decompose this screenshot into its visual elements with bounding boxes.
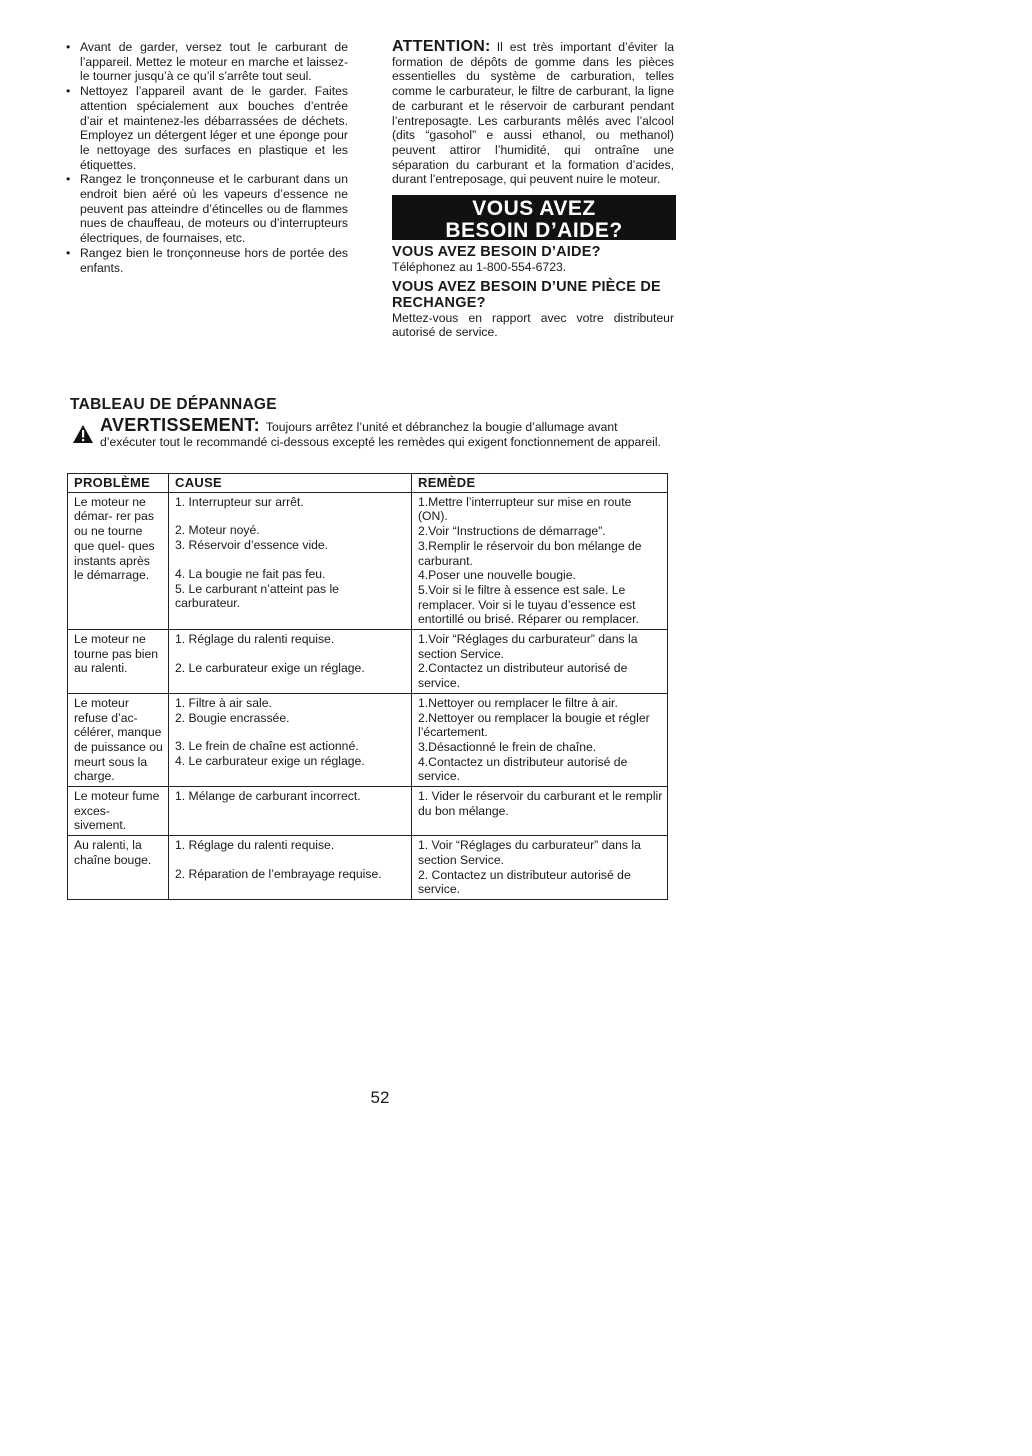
cause-item: 5. Le carburant n’atteint pas le carburateur. (175, 581, 339, 611)
storage-bullet: • Nettoyez l’appareil avant de le garder. Faites attention spécialement aux bouches d’entrée d’air et maintenez-les débarrassées de déchets. Employez un détergent léger et une éponge pour le nettoyage des surfaces en plastique et les étiquettes. (64, 84, 348, 172)
remedy-cell (412, 836, 668, 900)
attention-paragraph (392, 40, 674, 187)
storage-bullet: • Rangez bien le tronçonneuse hors de portée des enfants. (64, 246, 348, 275)
troubleshooting-table (67, 473, 668, 900)
problem-cell: Le moteur fume exces- sivement. (68, 787, 169, 836)
cause-item: 3. Le frein de chaîne est actionné. (175, 739, 359, 754)
cause-item: 2. Le carburateur exige un réglage. (175, 660, 365, 675)
problem-cell: Au ralenti, la chaîne bouge. (68, 836, 169, 900)
remedy-cell (412, 693, 668, 786)
table-row (68, 836, 668, 900)
cause-item: 1. Filtre à air sale. (175, 695, 272, 710)
cause-item: 2. Moteur noyé. (175, 523, 260, 538)
warning-block (70, 415, 670, 450)
remedy-item: 1.Mettre l’interrupteur sur mise en route (ON). (418, 494, 632, 524)
header-cause: CAUSE (169, 474, 412, 493)
header-problem: PROBLÈME (68, 474, 169, 493)
cause-item: 3. Réservoir d’essence vide. (175, 538, 329, 553)
remedy-item: 1.Nettoyer ou remplacer le filtre à air. (418, 695, 618, 710)
cause-item: 4. La bougie ne fait pas feu. (175, 566, 326, 581)
remedy-item: 1. Voir “Réglages du carburateur” dans la section Service. (418, 838, 641, 867)
table-row (68, 492, 668, 629)
table-row (68, 630, 668, 694)
table-header-row (68, 474, 668, 493)
help-banner-line1: VOUS AVEZ (472, 197, 596, 221)
remedy-item: 2. Contactez un distributeur autorisé de service. (418, 867, 631, 897)
warning-text: Toujours arrêtez l’unité et débranchez la bougie d’allumage avant d’exécuter tout le recommandé ci-dessous excepté les remèdes qui exigent fonctionnement de appareil. (100, 420, 661, 449)
help-banner (392, 195, 676, 243)
attention-text: Il est très important d’éviter la formation de dépôts de gomme dans les pièces essentielles du système de carburation, telles comme le carburateur, le filtre de carburant, la ligne de carburant et le réservoir de carburant pendant l’entreposagte. Les carburants mêlés avec l’alcool (dits “gasohol” e aussi ethanol, ou methanol) peuvent attiror l’humidité, qui ontraîne une séparation du carburant et la formation d’acides, durant l’entreposage, qui peuvent nuire le moteur. (392, 40, 674, 187)
cause-cell (169, 492, 412, 629)
remedy-item: 5.Voir si le filtre à essence est sale. Le remplacer. Voir si le tuyau d’essence est entortillé ou brisé. Réparer ou remplacer. (418, 582, 639, 627)
cause-cell (169, 630, 412, 694)
remedy-item: 4.Contactez un distributeur autorisé de service. (418, 754, 628, 784)
remedy-cell (412, 630, 668, 694)
storage-instructions (64, 40, 348, 275)
cause-item: 1. Réglage du ralenti requise. (175, 838, 335, 853)
cause-item: 4. Le carburateur exige un réglage. (175, 753, 365, 768)
help-answer-2: Mettez-vous en rapport avec votre distributeur autorisé de service. (392, 310, 674, 340)
remedy-item: 1. Vider le réservoir du carburant et le remplir du bon mélange. (418, 789, 663, 818)
help-question-2: VOUS AVEZ BESOIN D’UNE PIÈCE DE RECHANGE? (392, 278, 661, 311)
help-answer-1: Téléphonez au 1-800-554-6723. (392, 260, 567, 275)
problem-cell: Le moteur refuse d’ac- célérer, manque de puissance ou meurt sous la charge. (68, 693, 169, 786)
cause-item: 1. Interrupteur sur arrêt. (175, 494, 304, 509)
cause-item: 1. Réglage du ralenti requise. (175, 632, 335, 647)
remedy-item: 3.Désactionné le frein de chaîne. (418, 739, 597, 754)
help-question-1: VOUS AVEZ BESOIN D’AIDE? (392, 244, 601, 261)
attention-heading: ATTENTION: (392, 38, 491, 55)
problem-cell: Le moteur ne tourne pas bien au ralenti. (68, 630, 169, 694)
header-remedy: REMÈDE (412, 474, 668, 493)
remedy-item: 3.Remplir le réservoir du bon mélange de carburant. (418, 538, 642, 568)
remedy-item: 1.Voir “Réglages du carburateur” dans la section Service. (418, 632, 638, 661)
remedy-item: 2.Voir “Instructions de démarrage”. (418, 524, 606, 539)
storage-bullet: • Avant de garder, versez tout le carburant de l’appareil. Mettez le moteur en marche et laissez-le tourner jusqu’à ce qu’il s’arrête tout seul. (64, 40, 348, 84)
storage-bullet-list (64, 40, 348, 275)
remedy-item: 2.Nettoyer ou remplacer la bougie et régler l’écartement. (418, 710, 650, 740)
problem-cell: Le moteur ne démar- rer pas ou ne tourne que quel- ques instants après le démarrage. (68, 492, 169, 629)
cause-cell (169, 836, 412, 900)
cause-item: 2. Bougie encrassée. (175, 710, 290, 725)
remedy-cell (412, 787, 668, 836)
remedy-cell (412, 492, 668, 629)
page-number: 52 (370, 1088, 390, 1107)
cause-cell (169, 787, 412, 836)
cause-cell (169, 693, 412, 786)
help-banner-line2: BESOIN D’AIDE? (445, 219, 623, 243)
cause-item: 2. Réparation de l’embrayage requise. (175, 866, 382, 881)
remedy-item: 4.Poser une nouvelle bougie. (418, 568, 576, 583)
cause-item: 1. Mélange de carburant incorrect. (175, 789, 361, 804)
warning-icon (72, 424, 94, 444)
warning-heading: AVERTISSEMENT: (100, 415, 260, 435)
troubleshooting-title: TABLEAU DE DÉPANNAGE (70, 396, 277, 413)
remedy-item: 2.Contactez un distributeur autorisé de service. (418, 661, 628, 691)
attention-section (392, 40, 674, 340)
storage-bullet: • Rangez le tronçonneuse et le carburant dans un endroit bien aéré où les vapeurs d’essence ne peuvent pas atteindre d’étincelles ou de flammes nues de chauffeau, de moteurs ou d’interrupteurs électriques, de fournaises, etc. (64, 172, 348, 246)
table-row (68, 787, 668, 836)
table-row (68, 693, 668, 786)
